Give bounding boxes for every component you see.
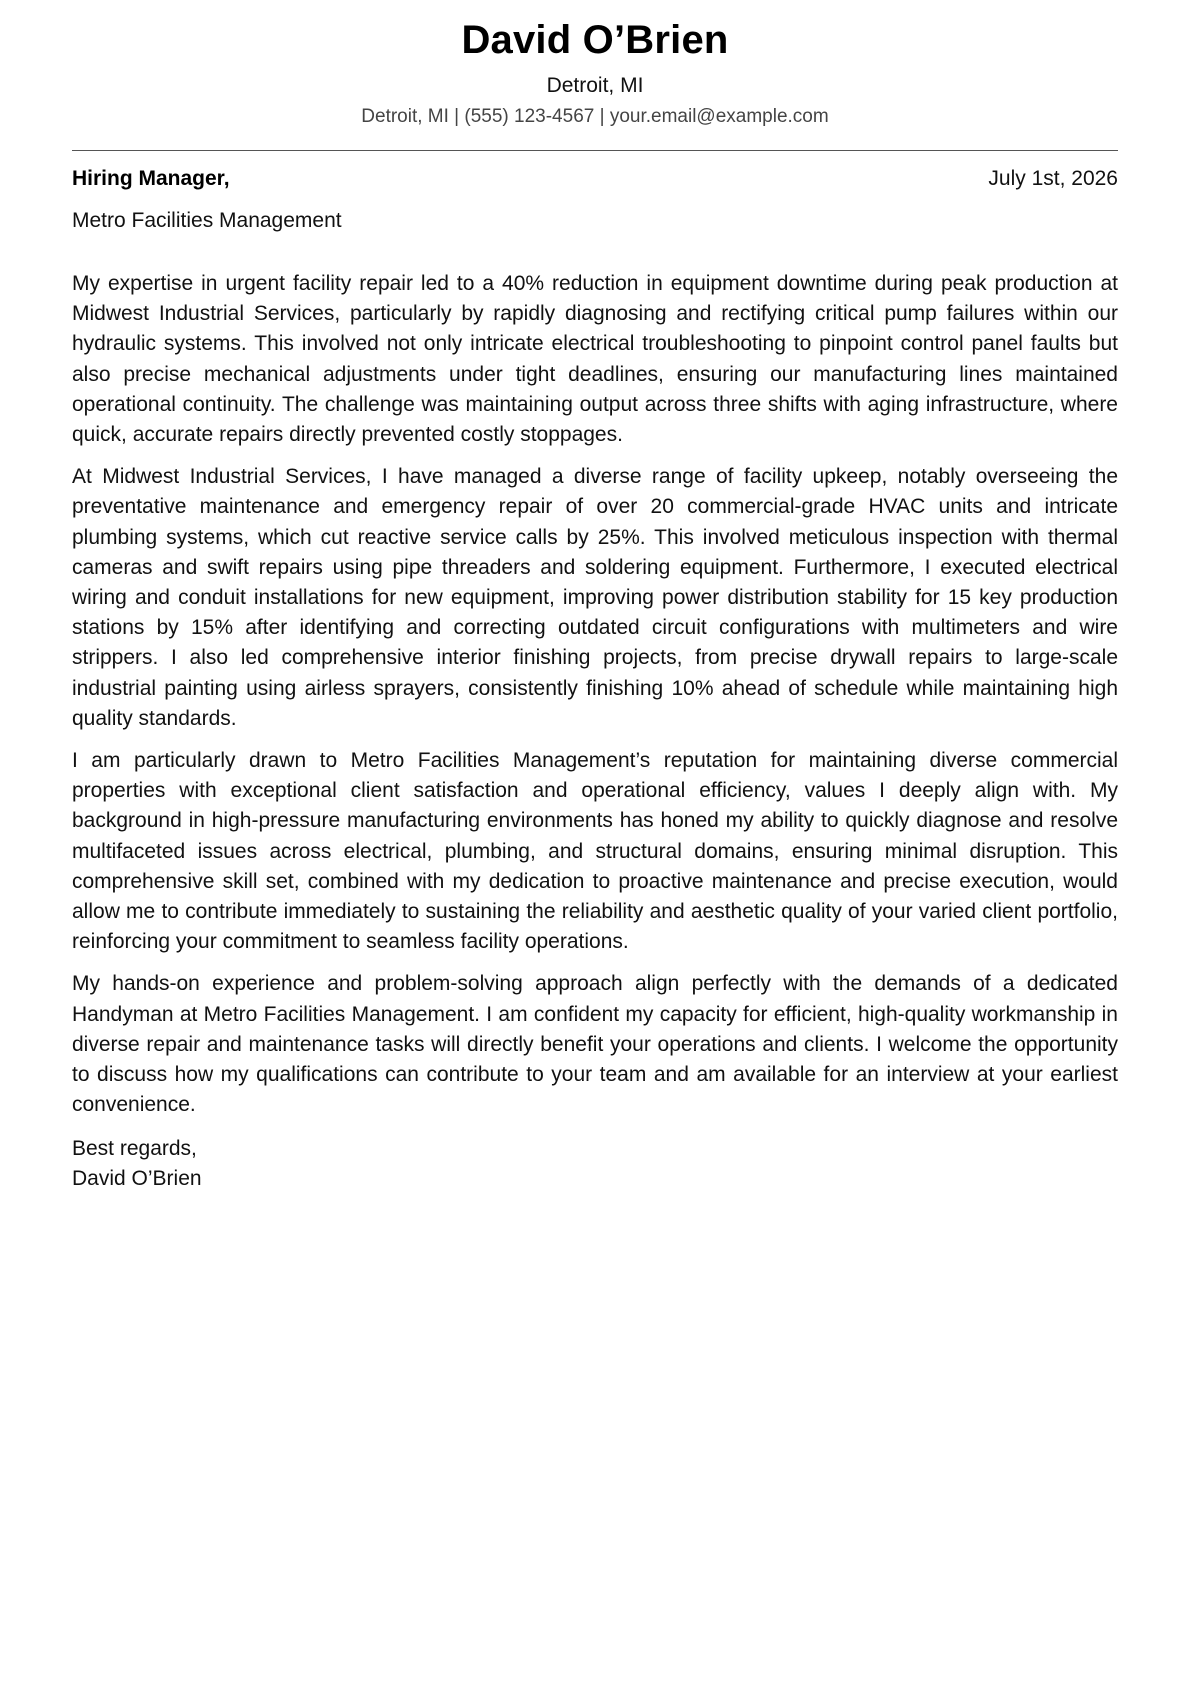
signature-name: David O’Brien (72, 1167, 202, 1191)
salutation: Hiring Manager, (72, 167, 230, 190)
header-divider (72, 150, 1118, 151)
applicant-contact-line: Detroit, MI | (555) 123-4567 | your.email@example.com (361, 106, 829, 127)
applicant-name: David O’Brien (461, 18, 729, 62)
valediction: Best regards, (72, 1137, 197, 1161)
letter-closing (72, 1134, 1118, 1194)
applicant-location: Detroit, MI (546, 74, 644, 97)
body-paragraph: My expertise in urgent facility repair led to a 40% reduction in equipment downtime during peak production at Midwest Industrial Services, particularly by rapidly diagnosing and rectifying critical pump failures within our hydraulic systems. This involved not only intricate electrical troubleshooting to pinpoint control panel faults but also precise mechanical adjustments under tight deadlines, ensuring our manufacturing lines maintained operational continuity. The challenge was maintaining output across three shifts with aging infrastructure, where quick, accurate repairs directly prevented costly stoppages. (72, 272, 1118, 447)
letter-date: July 1st, 2026 (988, 167, 1118, 190)
body-paragraph: My hands-on experience and problem-solving approach align perfectly with the demands of a dedicated Handyman at Metro Facilities Management. I am confident my capacity for efficient, high-quality workmanship in diverse repair and maintenance tasks will directly benefit your operations and clients. I welcome the opportunity to discuss how my qualifications can contribute to your team and am available for an interview at your earliest convenience. (72, 972, 1118, 1117)
letter-header (72, 0, 1118, 130)
body-paragraph: At Midwest Industrial Services, I have managed a diverse range of facility upkeep, notably overseeing the preventative maintenance and emergency repair of over 20 commercial-grade HVAC units and intricate plumbing systems, which cut reactive service calls by 25%. This involved meticulous inspection with thermal cameras and swift repairs using pipe threaders and soldering equipment. Furthermore, I executed electrical wiring and conduit installations for new equipment, improving power distribution stability for 15 key production stations by 15% after identifying and correcting outdated circuit configurations with multimeters and wire strippers. I also led comprehensive interior finishing projects, from precise drywall repairs to large-scale industrial painting using airless sprayers, consistently finishing 10% ahead of schedule while maintaining high quality standards. (72, 465, 1118, 730)
body-paragraph: I am particularly drawn to Metro Facilities Management’s reputation for maintaining diverse commercial properties with exceptional client satisfaction and operational efficiency, values I deeply align with. My background in high-pressure manufacturing environments has honed my ability to quickly diagnose and resolve multifaceted issues across electrical, plumbing, and structural domains, ensuring minimal disruption. This comprehensive skill set, combined with my dedication to proactive maintenance and precise execution, would allow me to contribute immediately to sustaining the reliability and aesthetic quality of your varied client portfolio, reinforcing your commitment to seamless facility operations. (72, 749, 1118, 954)
recipient-company: Metro Facilities Management (72, 209, 342, 232)
letter-body (72, 269, 1118, 1120)
recipient-row (72, 165, 1118, 193)
